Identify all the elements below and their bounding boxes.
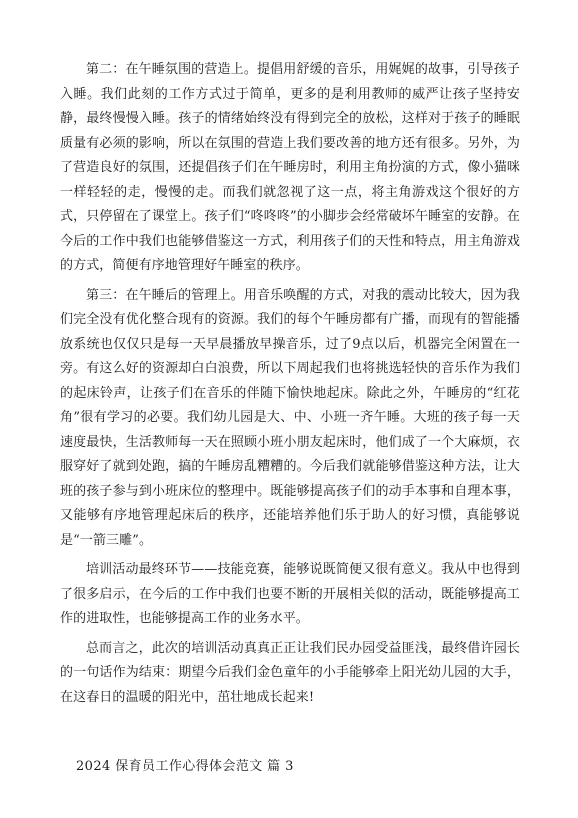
paragraph-nap-atmosphere: 第二：在午睡氛围的营造上。提倡用舒缓的音乐，用娓娓的故事，引导孩子入睡。我们此刻的工作方式过于简单，更多的是利用教师的威严让孩子坚持安静，最终慢慢入睡。孩子的情绪始终没有得到完全的放松，这样对于孩子的睡眠质量有必须的影响，所以在氛围的营造上我们要改善的地方还有很多。另外，为了营造良好的氛围，还提倡孩子们在午睡房时，利用主角扮演的方式，像小猫咪一样轻轻的走，慢慢的走。而我们就忽视了这一点，将主角游戏这个很好的方式，只停留在了课堂上。孩子们“咚咚咚”的小脚步会经常破坏午睡室的安静。在今后的工作中我们也能够借鉴这一方式，利用孩子们的天性和特点，用主角游戏的方式，简便有序地管理好午睡室的秩序。 — [60, 62, 520, 273]
section-heading: 2024 保育员工作心得体会范文 篇 3 — [76, 759, 294, 774]
paragraph-skills-competition: 培训活动最终环节——技能竞赛，能够说既简便又很有意义。我从中也得到了很多启示，在今后的工作中我们也要不断的开展相关似的活动，既能够提高工作的进取性，也能够提高工作的业务水平。 — [60, 562, 520, 626]
paragraph-after-nap-management: 第三：在午睡后的管理上。用音乐唤醒的方式，对我的震动比较大，因为我们完全没有优化整合现有的资源。我们的每个午睡房都有广播，而现有的智能播放系统也仅仅只是每一天早晨播放早操音乐，过了9点以后，机器完全闲置在一旁。有这么好的资源却白白浪费，所以下周起我们也将挑选轻快的音乐作为我们的起床铃声，让孩子们在音乐的伴随下愉快地起床。除此之外，午睡房的“红花角”很有学习的必要。我们幼儿园是大、中、小班一齐午睡。大班的孩子每一天速度最快，生活教师每一天在照顾小班小朋友起床时，他们成了一个大麻烦，衣服穿好了就到处跑，搞的午睡房乱糟糟的。今后我们就能够借鉴这种方法，让大班的孩子参与到小班床位的整理中。既能够提高孩子们的动手本事和自理本事，又能够有序地管理起床后的秩序，还能培养他们乐于助人的好习惯，真能够说是“一箭三雕”。 — [60, 287, 520, 548]
paragraph-conclusion: 总而言之，此次的培训活动真真正正让我们民办园受益匪浅，最终借许园长的一句话作为结束：期望今后我们金色童年的小手能够牵上阳光幼儿园的大手，在这春日的温暖的阳光中，茁壮地成长起来! — [60, 640, 520, 705]
